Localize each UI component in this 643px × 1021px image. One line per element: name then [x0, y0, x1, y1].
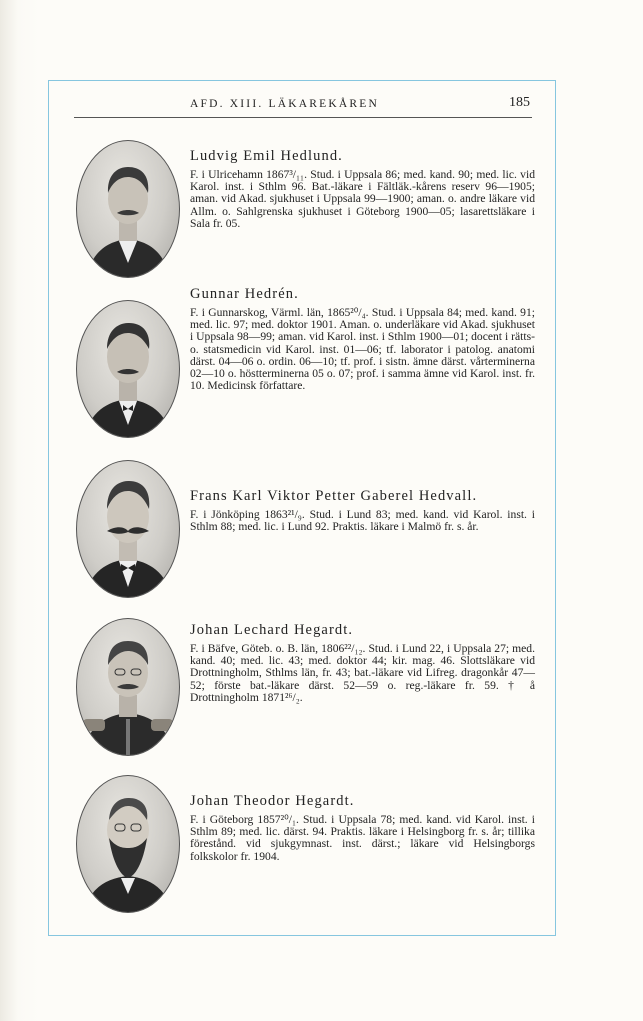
biography-text: [190, 286, 535, 392]
biography-paragraph: F. i Ulricehamn 1867³/₁₁. Stud. i Uppsala 86; med. kand. 90; med. lic. vid Karol. inst. i Sthlm 96. Bat.-läkare i Fältläk.-kårens reserv 96—1905; aman. vid Akad. sjukhuset i Uppsala 99—1900; aman. o. andre läkare vid Allm. o. Sahlgrenska sjukhuset i Göteborg 1900—05; lasarettsläkare i Sala fr. 05.: [190, 168, 535, 230]
portrait-photo: [76, 775, 180, 913]
portrait-photo: [76, 300, 180, 438]
page-number: 185: [509, 95, 530, 110]
biography-paragraph: F. i Gunnarskog, Värml. län, 1865²⁰/₄. Stud. i Uppsala 84; med. kand. 91; med. lic. 97; med. doktor 1901. Aman. o. underläkare vid Akad. sjukhuset i Uppsala 98—99; aman. vid Karol. inst. i Sthlm 1900—01; docent i rätts- o. statsmedicin vid Karol. inst. 01—06; tf. laborator i patolog. anatomi därst. 04—06 o. ordin. 06—10; tf. prof. i sistn. ämne därst. vårterminerna 02—10 o. höstterminerna 05 o. 07; prof. i samma ämne vid Karol. inst. fr. 10. Medicinsk författare.: [190, 306, 535, 393]
portrait-photo: [76, 460, 180, 598]
biography-text: [190, 488, 535, 533]
biography-paragraph: F. i Jönköping 1863²¹/₉. Stud. i Lund 83; med. kand. vid Karol. inst. i Sthlm 88; med. lic. i Lund 92. Praktis. läkare i Malmö fr. s. år.: [190, 508, 535, 534]
person-name: Frans Karl Viktor Petter Gaberel Hedvall.: [190, 488, 478, 504]
biography-text: [190, 793, 535, 863]
person-name: Johan Lechard Hegardt.: [190, 622, 354, 638]
biography-paragraph: F. i Göteborg 1857²⁰/₁. Stud. i Uppsala 78; med. kand. vid Karol. inst. i Sthlm 89; med. lic. därst. 94. Praktis. läkare i Helsingborg fr. s. år; tillika förestånd. vid sjukgymnast. inst. därst.; läkare vid Helsingborgs folkskolor fr. 1904.: [190, 813, 535, 863]
person-name: Ludvig Emil Hedlund.: [190, 148, 343, 164]
biography-text: [190, 148, 535, 230]
portrait-photo: [76, 618, 180, 756]
biography-paragraph: F. i Bäfve, Göteb. o. B. län, 1806²²/₁₂. Stud. i Lund 22, i Uppsala 27; med. kand. 40; med. lic. 43; med. doktor 44; kir. mag. 46. Slottsläkare vid Drottningholm, Sthlms län, fr. 43; bat.-läkare vid Lifreg. dragonkår 47—52; förste bat.-läkare därst. 52—59 o. reg.-läkare fr. 59. † å Drottningholm 1871²⁶/₂.: [190, 642, 535, 704]
person-name: Johan Theodor Hegardt.: [190, 793, 355, 809]
portrait-photo: [76, 140, 180, 278]
running-header: [74, 95, 532, 118]
person-name: Gunnar Hedrén.: [190, 286, 299, 302]
biography-text: [190, 622, 535, 704]
header-title: AFD. XIII. LÄKAREKÅREN: [190, 98, 379, 110]
